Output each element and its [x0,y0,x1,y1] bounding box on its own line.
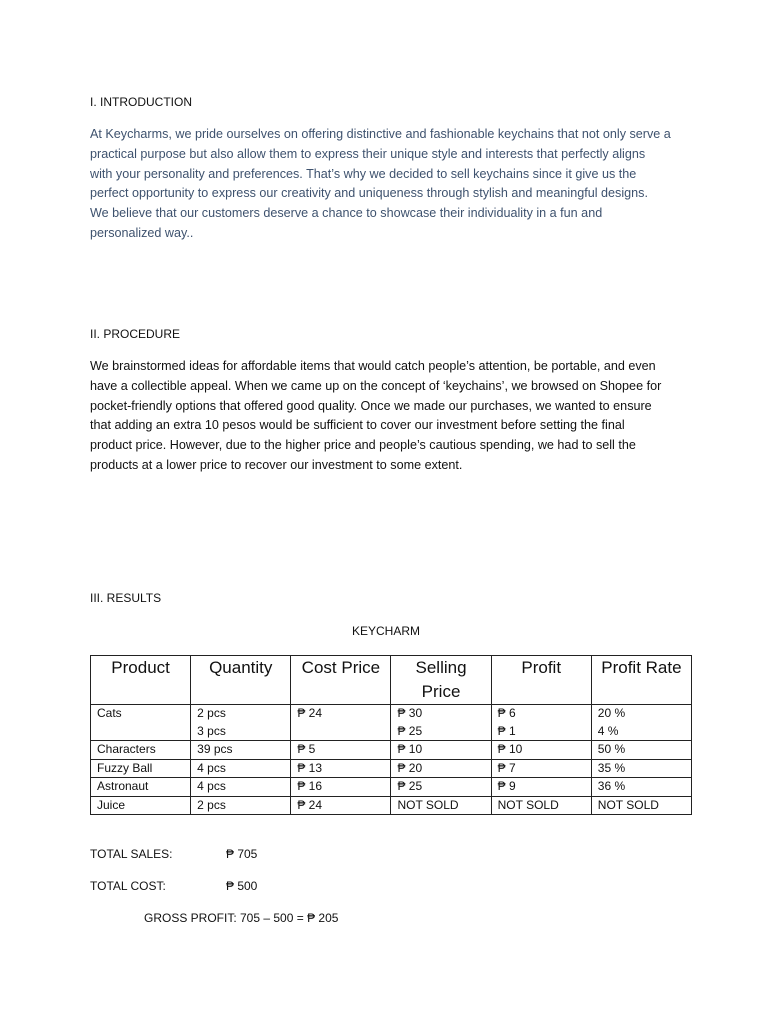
cell-line: 2 pcs [197,797,226,812]
cell-line: 35 % [597,760,626,775]
cell-line: NOT SOLD [497,797,559,812]
cell-profit [491,796,591,815]
header-profit-rate: Profit Rate [591,656,691,705]
cell-cost [291,705,391,741]
cell-line: ₱ 1 [497,723,516,738]
cell-line: 39 pcs [197,742,233,756]
cell-line: Astronaut [97,779,149,793]
cell-product [91,796,191,815]
cell-line: ₱ 13 [297,760,322,775]
procedure-paragraph [90,357,700,476]
cell-cost [291,741,391,760]
cell-line: ₱ 30 [397,706,423,720]
header-cost-price: Cost Price [291,656,391,705]
cell-line: 4 pcs [197,779,226,793]
gross-profit: GROSS PROFIT: 705 – 500 = ₱ 205 [144,911,339,925]
cell-line: ₱ 7 [497,760,516,775]
cell-line: 36 % [597,779,626,793]
cell-line: NOT SOLD [597,797,659,812]
table-body [91,705,692,815]
cell-line: Fuzzy Ball [97,760,153,775]
cell-cost [291,778,391,797]
cell-line: NOT SOLD [397,797,459,812]
cell-rate [591,741,691,760]
cell-quantity [191,778,291,797]
cell-profit [491,741,591,760]
total-sales-value: ₱ 705 [226,847,258,861]
cell-line: ₱ 9 [497,779,516,793]
procedure-line: products at a lower price to recover our investment to some extent. [90,457,463,472]
cell-selling [391,796,491,815]
cell-line: ₱ 20 [397,760,423,775]
header-profit: Profit [491,656,591,705]
cell-line: Juice [97,797,126,812]
cell-product [91,741,191,760]
cell-line: Cats [97,706,122,720]
table-title: KEYCHARM [352,624,421,638]
cell-quantity [191,705,291,741]
cell-selling [391,778,491,797]
cell-line: ₱ 10 [497,742,523,756]
procedure-line: have a collectible appeal. When we came up on the concept of ‘keychains’, we browsed on Shopee for [90,378,662,393]
cell-line: 4 % [597,723,619,738]
cell-profit [491,778,591,797]
cell-rate [591,796,691,815]
cell-quantity [191,741,291,760]
table-row [91,759,692,778]
cell-line: ₱ 25 [397,723,423,738]
total-cost-value: ₱ 500 [226,879,258,893]
table-row [91,796,692,815]
intro-paragraph [90,125,700,244]
cell-line: ₱ 25 [397,779,423,793]
table-header-row [91,656,692,705]
intro-line: perfect opportunity to express our creativity and uniqueness through stylish and meaningful designs. [90,186,648,201]
procedure-line: pocket-friendly options that offered good quality. Once we made our purchases, we wanted to ensure [90,398,652,413]
procedure-line: product price. However, due to the higher price and people’s cautious spending, we had to sell the [90,438,636,453]
results-heading: III. RESULTS [90,591,162,605]
total-cost-label: TOTAL COST: [90,879,166,893]
cell-selling [391,705,491,741]
cell-line: 4 pcs [197,760,226,775]
cell-cost [291,759,391,778]
intro-line: practical purpose but also allow them to express their unique style and interests that perfectly aligns [90,146,646,161]
cell-line: ₱ 6 [497,706,516,720]
cell-line: ₱ 16 [297,779,322,793]
procedure-line: that adding an extra 10 pesos would be sufficient to cover our investment before setting the final [90,418,625,433]
total-sales-label: TOTAL SALES: [90,847,173,861]
cell-line: ₱ 24 [297,797,322,812]
cell-line: 50 % [597,742,626,756]
cell-profit [491,705,591,741]
cell-rate [591,705,691,741]
cell-selling [391,759,491,778]
cell-cost [291,796,391,815]
intro-line: with your personality and preferences. That’s why we decided to sell keychains since it give us the [90,166,637,181]
header-selling-price: Selling Price [391,656,491,705]
header-product: Product [91,656,191,705]
cell-product [91,778,191,797]
cell-quantity [191,759,291,778]
intro-line: At Keycharms, we pride ourselves on offering distinctive and fashionable keychains that not only serve a [90,127,671,141]
table-row [91,741,692,760]
intro-line: personalized way.. [90,225,194,240]
procedure-line: We brainstormed ideas for affordable items that would catch people’s attention, be portable, and even [90,359,656,373]
cell-rate [591,759,691,778]
cell-line: 20 % [597,706,626,720]
cell-line: ₱ 24 [297,706,322,720]
cell-line: ₱ 10 [397,742,423,756]
table-row [91,778,692,797]
header-quantity: Quantity [191,656,291,705]
cell-profit [491,759,591,778]
cell-line: ₱ 5 [297,742,316,756]
intro-heading: I. INTRODUCTION [90,95,192,109]
cell-quantity [191,796,291,815]
cell-line: 2 pcs [197,706,226,720]
cell-rate [591,778,691,797]
intro-line: We believe that our customers deserve a chance to showcase their individuality in a fun and [90,206,603,221]
cell-selling [391,741,491,760]
cell-line: Characters [97,742,156,756]
cell-line: 3 pcs [197,723,226,738]
cell-product [91,759,191,778]
table-row [91,705,692,741]
cell-product [91,705,191,741]
procedure-heading: II. PROCEDURE [90,327,181,341]
keycharm-table [90,655,692,815]
